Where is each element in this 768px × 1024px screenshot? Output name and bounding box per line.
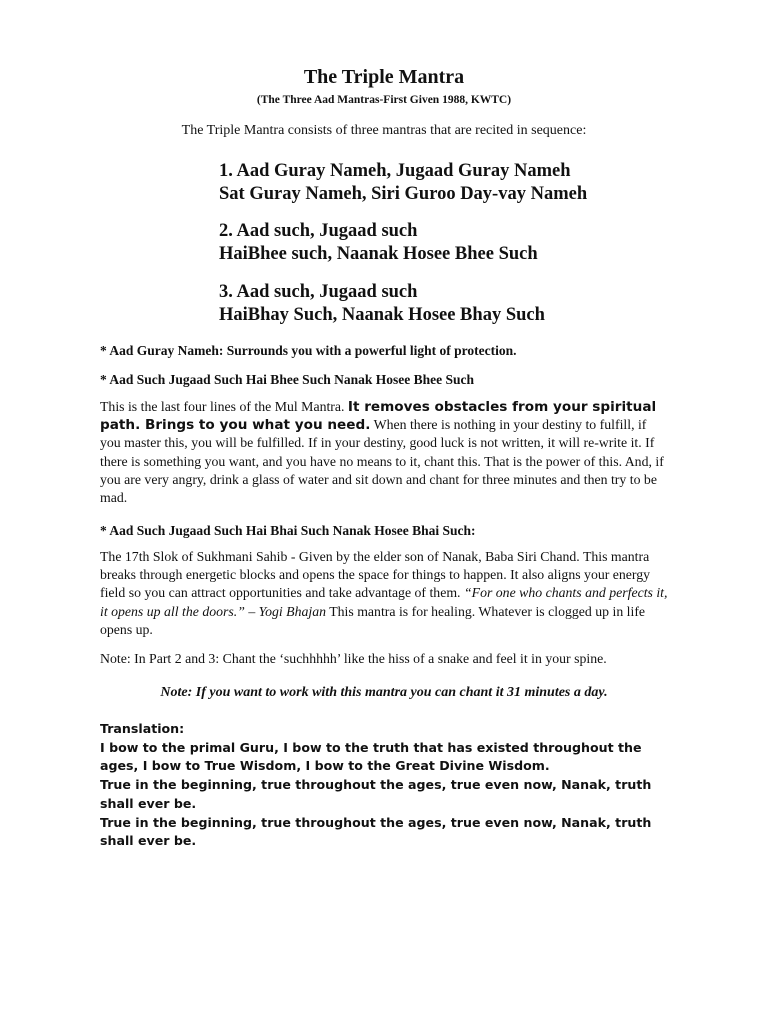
sukhmani-paragraph (100, 548, 670, 639)
chant-note: Note: In Part 2 and 3: Chant the ‘suchhhhh’ like the hiss of a snake and feel it in your spine. (100, 651, 607, 666)
translation-line: I bow to the primal Guru, I bow to the truth that has existed throughout the ages, I bow to True Wisdom, I bow to the Great Divine Wisdom. (100, 739, 642, 774)
mantra-line: Sat Guray Nameh, Siri Guroo Day-vay Nameh (219, 184, 588, 204)
mantra-line: 3. Aad such, Jugaad such (219, 282, 418, 302)
mantra-line: 2. Aad such, Jugaad such (219, 221, 418, 241)
paragraph-lead: The 17th Slok of Sukhmani Sahib - Given by the elder son of Nanak, Baba Siri Chand. This mantra breaks through energetic blocks and opens the space for things to happen. It also aligns your energy field so you can attract opportunities and take advantage of them. (100, 549, 651, 601)
yogi-bhajan-quote: “For one who chants and perfects it, it opens up all the doors.” – Yogi Bhajan (100, 585, 668, 619)
practice-note: Note: If you want to work with this mantra you can chant it 31 minutes a day. (160, 685, 608, 700)
mantra-1 (219, 160, 739, 206)
mantra-line: HaiBhay Such, Naanak Hosee Bhay Such (219, 305, 545, 325)
translation-line: True in the beginning, true throughout the ages, true even now, Nanak, truth shall ever be. (100, 814, 652, 849)
paragraph-rest: This mantra is for healing. Whatever is clogged up in life opens up. (100, 603, 646, 637)
translation-line: True in the beginning, true throughout the ages, true even now, Nanak, truth shall ever be. (100, 777, 652, 811)
mantra-3 (219, 281, 739, 327)
mul-mantra-paragraph (100, 398, 670, 507)
paragraph-emphasis: It removes obstacles from your spiritual path. Brings to you what you need. (100, 399, 657, 434)
mantra-line: 1. Aad Guray Nameh, Jugaad Guray Nameh (219, 161, 571, 181)
translation-heading: Translation: (100, 721, 185, 736)
paragraph-rest: When there is nothing in your destiny to fulfill, if you master this, you will be fulfilled. If in your destiny, good luck is not written, it will re-write it. If there is something you want, and you have no means to it, chant this. That is the power of this. And, if you are very angry, drink a glass of water and sit down and chant for three minutes and then try to be mad. (100, 417, 664, 506)
note-heading-protection: * Aad Guray Nameh: Surrounds you with a powerful light of protection. (100, 343, 517, 358)
mantra-line: HaiBhee such, Naanak Hosee Bhee Such (219, 244, 538, 264)
page-title: The Triple Mantra (303, 66, 465, 88)
note-heading-bhee-such: * Aad Such Jugaad Such Hai Bhee Such Nanak Hosee Bhee Such (100, 372, 474, 387)
mantra-2 (219, 220, 739, 266)
page-subtitle: (The Three Aad Mantras-First Given 1988, KWTC) (256, 94, 512, 106)
translation-section (100, 720, 670, 851)
note-heading-bhai-such: * Aad Such Jugaad Such Hai Bhai Such Nanak Hosee Bhai Such: (100, 523, 476, 538)
intro-text: The Triple Mantra consists of three mantras that are recited in sequence: (181, 123, 587, 138)
paragraph-lead: This is the last four lines of the Mul Mantra. (100, 399, 348, 414)
